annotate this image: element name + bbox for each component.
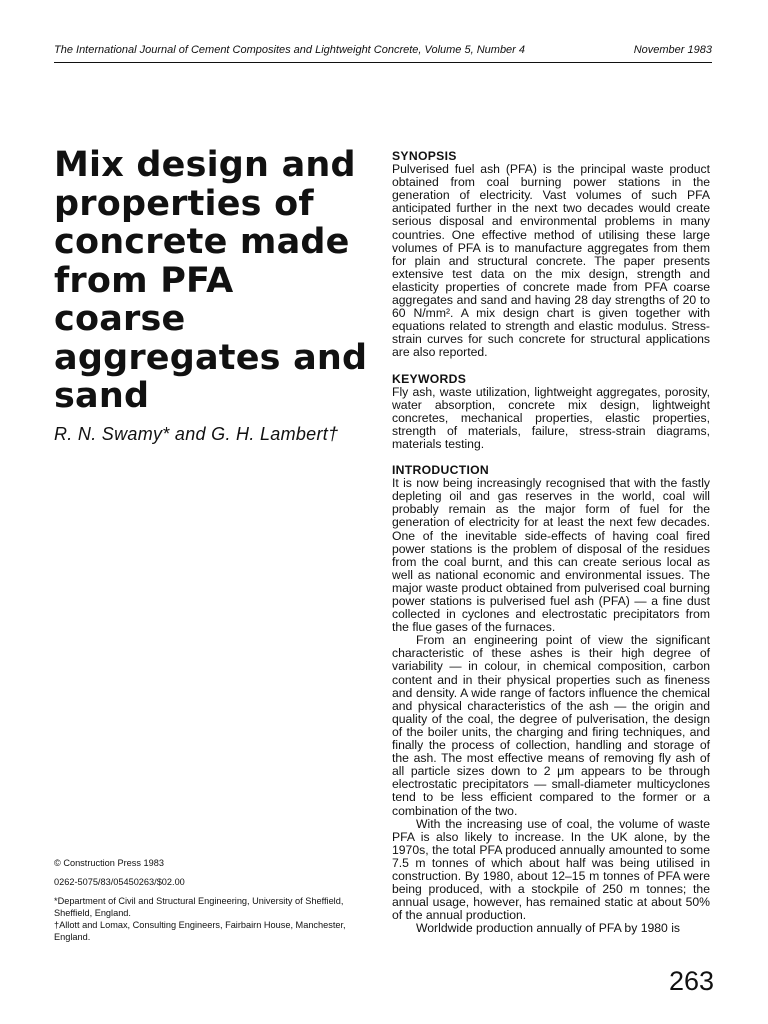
introduction-paragraph: It is now being increasingly recognised that with the fastly depleting oil and gas reserves in the world, coal will probably remain as the major form of fuel for the generation of electricity for at least the next few decades. One of the inevitable side-effects of having coal fired power stations is the problem of disposal of the residues from the coal burnt, and this can create serious local as well as national economic and environmental issues. The major waste product obtained from pulverised coal burning power stations is pulverised fuel ash (PFA) — a fine dust collected in cyclones and electrostatic precipitators from the flue gases of the furnaces.: [392, 476, 710, 635]
copyright-notice: © Construction Press 1983: [54, 858, 164, 868]
introduction-section: [392, 464, 710, 935]
introduction-heading: INTRODUCTION: [392, 463, 490, 478]
introduction-paragraph: From an engineering point of view the significant characteristic of these ashes is their high degree of variability — in colour, in chemical composition, carbon content and in their physical properties such as fineness and density. A wide range of factors influence the chemical and physical characteristics of the ash — the origin and quality of the coal, the degree of pulverisation, the design of the boiler units, the charging and firing techniques, and finally the process of collection, handling and storage of the ash. The most effective means of removing fly ash of all particle sizes down to 2 μm appears to be through electrostatic precipitators — small-diameter multicyclones tend to be less efficient compared to the former or a combination of the two.: [392, 633, 710, 818]
introduction-paragraph: Worldwide production annually of PFA by 1980 is: [416, 921, 680, 936]
affiliation-1: *Department of Civil and Structural Engineering, University of Sheffield, Sheffield, England.: [54, 896, 344, 918]
affiliation-2: †Allott and Lomax, Consulting Engineers, Fairbairn House, Manchester, England.: [54, 920, 346, 942]
right-column: [392, 150, 710, 935]
page-number: 263: [668, 966, 714, 996]
article-code: 0262-5075/83/05450263/$02.00: [54, 877, 185, 887]
journal-header: [54, 42, 712, 63]
synopsis-section: [392, 150, 710, 360]
authors: R. N. Swamy* and G. H. Lambert†: [54, 424, 339, 444]
journal-title: The International Journal of Cement Composites and Lightweight Concrete, Volume 5, Number 4: [54, 44, 526, 56]
synopsis-heading: SYNOPSIS: [392, 149, 457, 163]
introduction-paragraph: With the increasing use of coal, the volume of waste PFA is also likely to increase. In the UK alone, by the 1970s, the total PFA produced annually amounted to some 7.5 m tonnes of which about half was being utilised in construction. By 1980, about 12–15 m tonnes of PFA were being produced, with a stockpile of 250 m tonnes; the annual usage, however, has remained static at about 50% of the annual production.: [392, 816, 710, 923]
footnotes: [54, 857, 354, 943]
article-title: Mix design and properties of concrete made from PFA coarse aggregates and sand: [54, 145, 368, 416]
keywords-text: Fly ash, waste utilization, lightweight aggregates, porosity, water absorption, concrete mix design, lightweight concretes, mechanical properties, elastic properties, strength of materials, failure, stress-strain diagrams, materials testing.: [392, 384, 710, 451]
issue-date: November 1983: [633, 44, 712, 56]
keywords-heading: KEYWORDS: [392, 371, 467, 386]
keywords-section: [392, 373, 710, 452]
synopsis-text: Pulverised fuel ash (PFA) is the principal waste product obtained from coal burning power stations in the generation of electricity. Vast volumes of such PFA anticipated further in the next two decades would create serious disposal and environmental problems in many countries. One effective method of utilising these large volumes of PFA is to manufacture aggregates from them for plain and structural concrete. The paper presents extensive test data on the mix design, strength and elasticity properties of concrete made from PFA coarse aggregates and sand and having 28 day strengths of 20 to 60 N/mm². A mix design chart is given together with equations related to strength and elastic modulus. Stress-strain curves for such concrete for structural applications are also reported.: [392, 162, 710, 360]
